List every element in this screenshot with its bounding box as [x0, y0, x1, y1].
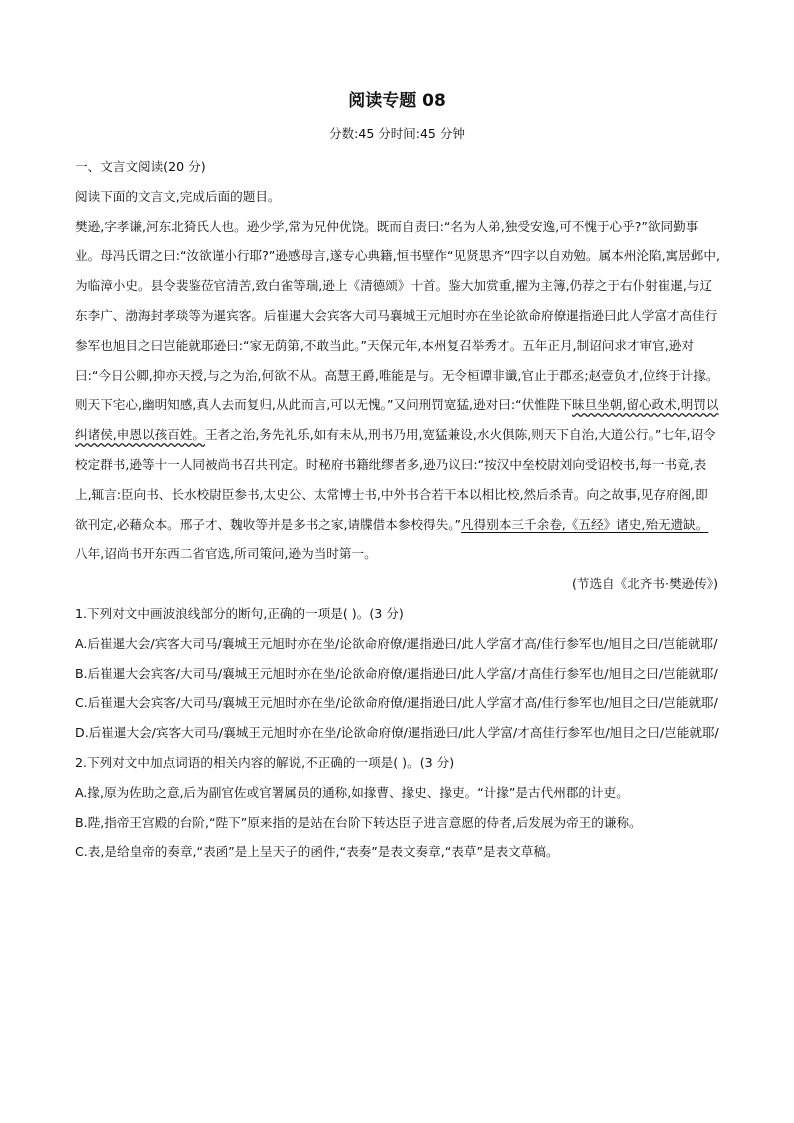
- exam-content: [75, 152, 720, 867]
- question-1: 1.下列对文中画波浪线部分的断句,正确的一项是( )。(3 分): [75, 605, 404, 621]
- passage-paragraph: [75, 212, 720, 540]
- question-2-option-b: B.陛,指帝王宫殿的台阶,“陛下”原来指的是站在台阶下转达臣子进言意愿的侍者,后发展为帝王的谦称。: [75, 814, 642, 830]
- question-2-option-c: C.表,是给皇帝的奏章,“表函”是上呈天子的函件,“表奏”是表文奏章,“表草”是表文草稿。: [75, 844, 559, 860]
- wavy-underlined-text: 昧旦坐朝,留心政术,明罚以纠诸侯,申恩以孩百姓。: [75, 397, 719, 443]
- passage-source: (节选自《北齐书·樊逊传》): [571, 576, 718, 592]
- passage-paragraph-2: 八年,诏尚书开东西二省官选,所司策问,逊为当时第一。: [75, 546, 377, 562]
- passage-text-1: 樊逊,字孝谦,河东北猗氏人也。逊少学,常为兄仲优饶。既而自责曰:“名为人弟,独受安逸,可不愧于心乎?”欲同勤事业。母冯氏谓之曰:“汝欲谨小行耶?”逊感母言,遂专心典籍,恒书壁作“见贤思齐”四字以自劝勉。属本州沦陷,寓居邺中,为临漳小史。县令裴鉴莅官清苦,致白雀等瑞,逊上《清德颂》十首。鉴大加赏重,擢为主簿,仍荐之于右仆射崔暹,与辽东李广、渤海封孝琰等为暹宾客。后崔暹大会宾客大司马襄城王元旭时亦在坐论欲命府僚暹指逊曰此人学富才高佳行参军也旭目之曰岂能就耶逊曰:“家无荫第,不敢当此。”天保元年,本州复召举秀才。五年正月,制诏问求才审官,逊对曰:“今日公卿,抑亦天授,与之为治,何欲不从。高慧王爵,唯能是与。无令桓谭非谶,官止于郡丞;赵壹负才,位终于计掾。则天下宅心,幽明知感,真人去而复归,从此而言,可以无愧。”又问刑罚宽猛,逊对曰:“伏惟陛下: [75, 218, 720, 413]
- page-title: 阅读专题 08: [348, 91, 446, 111]
- passage-text-2: 王者之治,务先礼乐,如有未从,刑书乃用,宽猛兼设,水火俱陈,则天下自治,大道公行。”七年,诏令校定群书,逊等十一人同被尚书召共刊定。时秘府书籍纰缪者多,逊乃议曰:“按汉中垒校尉刘向受诏校书,每一书竟,表上,辄言:臣向书、长水校尉臣参书,太史公、太常博士书,中外书合若干本以相比校,然后杀青。向之故事,见存府阁,即欲刊定,必藉众本。邢子才、魏收等并是多书之家,请牒借本参校得失。”: [75, 427, 716, 532]
- question-1-option-a: A.后崔暹大会/宾客大司马/襄城王元旭时亦在坐/论欲命府僚/暹指逊曰/此人学富才高/佳行参军也/旭目之曰/岂能就耶/: [75, 635, 718, 651]
- question-1-option-d: D.后崔暹大会/宾客大司马/襄城王元旭时亦在坐/论欲命府僚/暹指逊曰/此人学富/才高佳行参军也/旭目之曰/岂能就耶/: [75, 725, 719, 741]
- underlined-text: 凡得别本三千余卷,《五经》诸史,殆无遗缺。: [461, 516, 709, 532]
- score-time-line: 分数:45 分时间:45 分钟: [329, 126, 465, 141]
- question-2-option-a: A.掾,原为佐助之意,后为副官佐或官署属员的通称,如掾曹、掾史、掾吏。“计掾”是古代州郡的计吏。: [75, 784, 629, 800]
- section-heading: 一、文言文阅读(20 分): [75, 159, 206, 174]
- question-1-option-c: C.后崔暹大会宾客/大司马/襄城王元旭时亦在坐/论欲命府僚/暹指逊曰/此人学富才高/佳行参军也/旭目之曰/岂能就耶/: [75, 695, 718, 711]
- question-2: 2.下列对文中加点词语的相关内容的解说,不正确的一项是( )。(3 分): [75, 754, 455, 770]
- question-1-option-b: B.后崔暹大会宾客/大司马/襄城王元旭时亦在坐/论欲命府僚/暹指逊曰/此人学富/才高佳行参军也/旭目之曰/岂能就耶/: [75, 665, 718, 681]
- section-instruction: 阅读下面的文言文,完成后面的题目。: [75, 188, 281, 204]
